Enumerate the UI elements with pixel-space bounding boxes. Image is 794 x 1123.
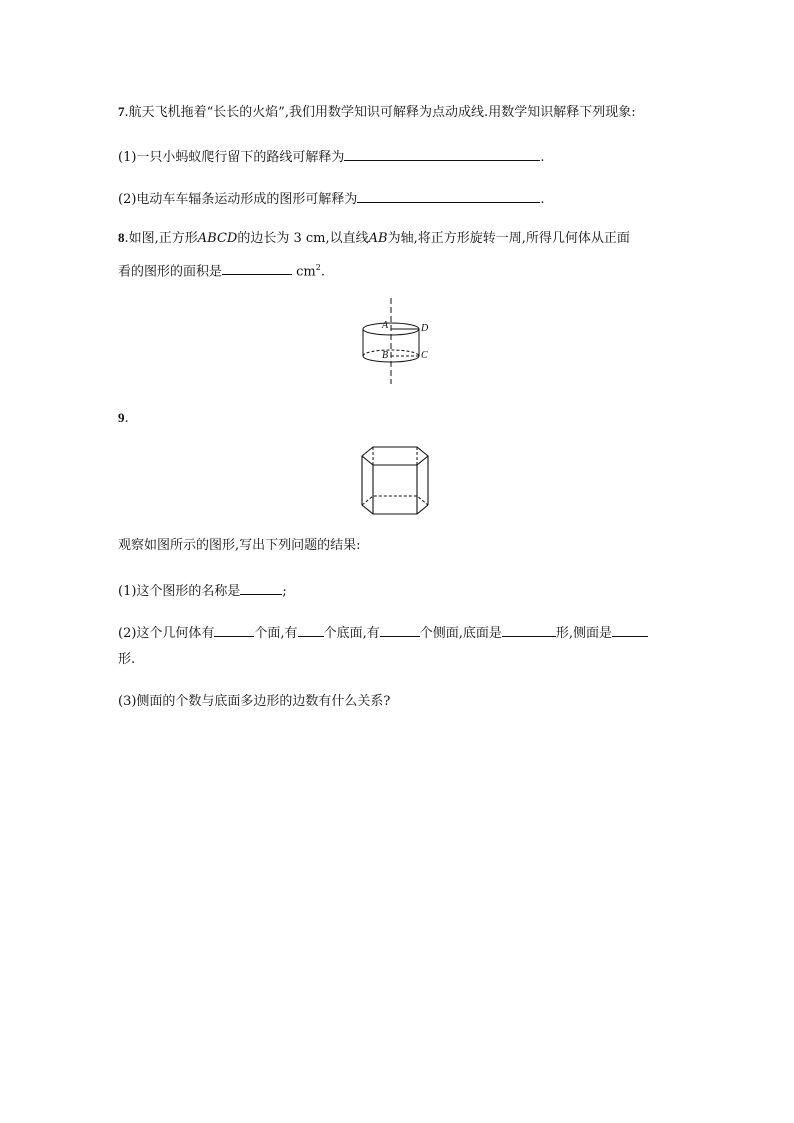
q7-part1 (118, 146, 545, 167)
q8-number: 8 (118, 230, 125, 245)
q8-stem-a: .如图,正方形 (124, 231, 198, 246)
q8-unit-exp: 2 (315, 263, 321, 272)
q9-lateral-faces-blank[interactable] (380, 622, 420, 637)
prism-bottom-back (362, 496, 428, 505)
q7-part2-answer-blank[interactable] (357, 188, 540, 203)
q9-part3-text: (3)侧面的个数与底面多边形的边数有什么关系? (118, 694, 391, 709)
prism-top-face (362, 447, 428, 465)
q9-part2-a: (2)这个几何体有 (118, 626, 215, 641)
q9-bases-blank[interactable] (298, 622, 324, 637)
q7-part1-text: (1)一只小蚂蚁爬行留下的路线可解释为 (118, 150, 345, 165)
q9-part2-b: 个面,有 (254, 626, 298, 641)
q8-stem-b: 的边长为 3 cm,以直线 (237, 231, 369, 246)
label-d: D (421, 323, 429, 334)
q7-number: 7 (118, 104, 125, 119)
q9-number: 9 (118, 410, 125, 425)
q8-square-name: ABCD (197, 231, 238, 246)
q8-answer-blank[interactable] (222, 260, 292, 275)
q9-intro (118, 537, 361, 555)
q7-stem-text: .航天飞机拖着“长长的火焰”,我们用数学知识可解释为点动成线.用数学知识解释下列现象: (124, 105, 636, 120)
q9-part1-end: ; (282, 584, 287, 599)
q8-unit-end: . (320, 264, 325, 280)
q8-line2-text: 看的图形的面积是 (118, 264, 223, 280)
q9-part2-e: 形,侧面是 (555, 626, 612, 641)
label-b: B (382, 350, 389, 361)
q9-part1-text: (1)这个图形的名称是 (118, 584, 241, 599)
cylinder-figure (350, 296, 450, 386)
q9-part2 (118, 622, 648, 643)
label-c: C (421, 350, 428, 361)
q7-part1-end: . (540, 150, 545, 165)
q9-part1-answer-blank[interactable] (240, 580, 282, 595)
q9-part2-wrap-text: 形. (118, 652, 136, 667)
q7-stem (118, 103, 636, 122)
q7-part2-text: (2)电动车车辐条运动形成的图形可解释为 (118, 192, 358, 207)
q9-base-shape-blank[interactable] (502, 622, 556, 637)
q8-axis-name: AB (368, 231, 388, 246)
q8-stem-c: 为轴,将正方形旋转一周,所得几何体从正面 (387, 231, 630, 246)
q9-intro-text: 观察如图所示的图形,写出下列问题的结果: (118, 538, 361, 553)
q7-part2-end: . (540, 192, 545, 207)
q9-dot: . (124, 411, 129, 426)
q9-faces-blank[interactable] (214, 622, 254, 637)
q9-part2-wrap (118, 651, 135, 669)
q9-part2-c: 个底面,有 (323, 626, 380, 641)
q8-stem (118, 229, 630, 248)
q9-part2-d: 个侧面,底面是 (419, 626, 502, 641)
q9-heading (118, 409, 129, 428)
q8-line2 (118, 259, 325, 281)
q9-part3 (118, 693, 390, 711)
q9-side-shape-blank[interactable] (612, 622, 648, 637)
hexagonal-prism-figure (356, 444, 446, 518)
q7-part2 (118, 188, 545, 209)
q9-part1 (118, 580, 287, 601)
q7-part1-answer-blank[interactable] (344, 146, 540, 161)
label-a: A (382, 320, 389, 331)
prism-bottom-front (362, 505, 428, 514)
q8-unit: cm (296, 264, 316, 280)
